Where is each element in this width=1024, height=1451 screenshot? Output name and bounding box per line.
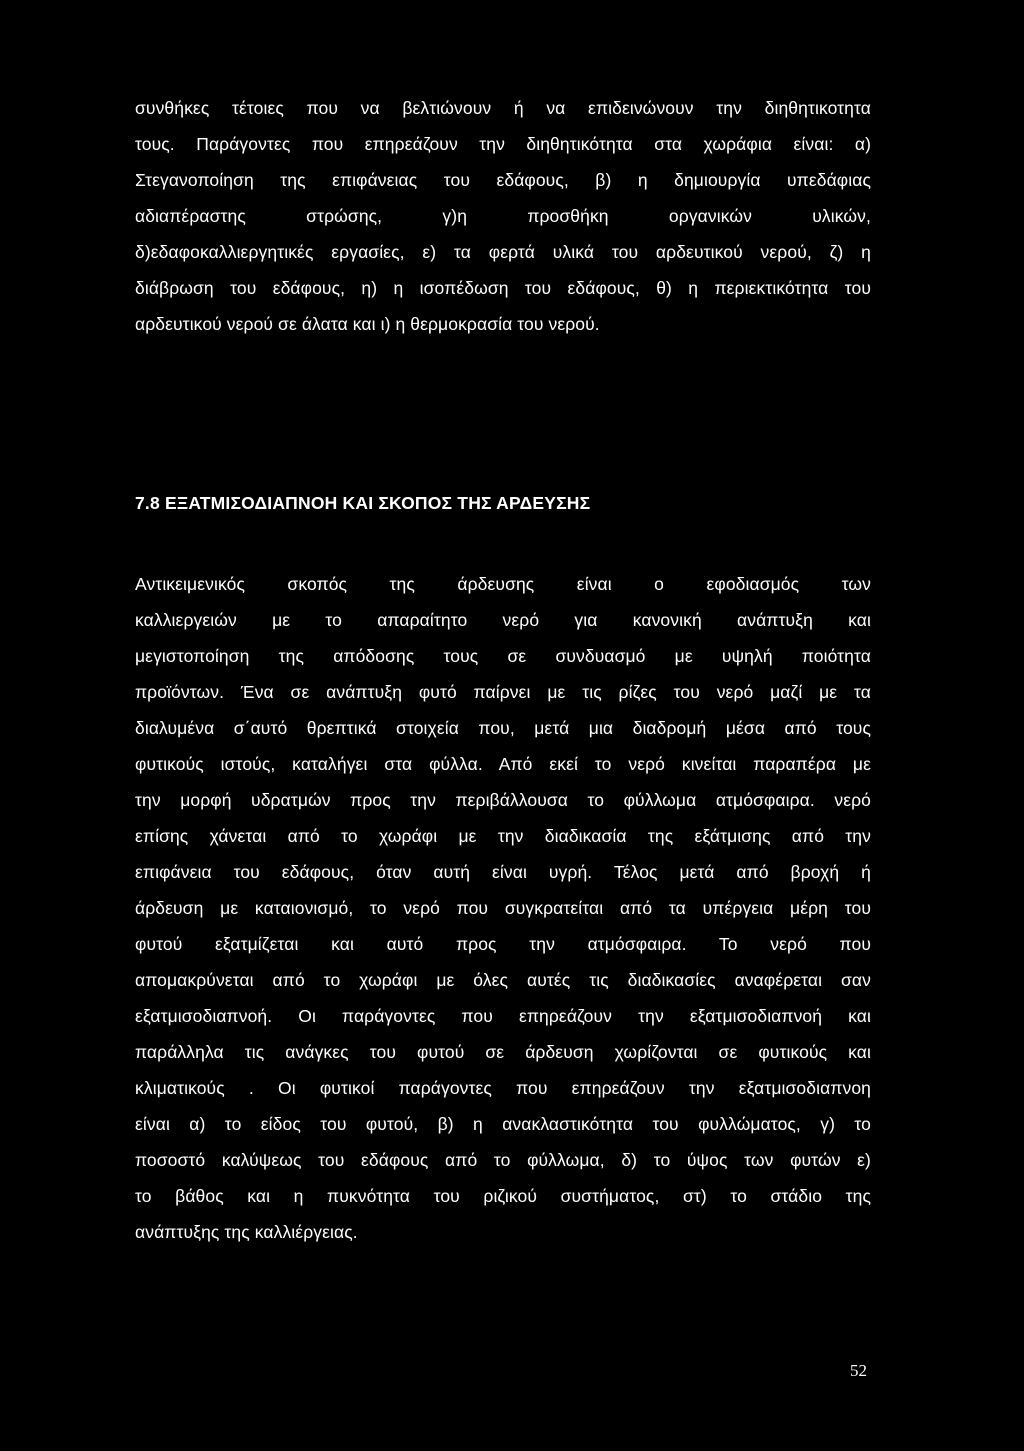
text-line: απομακρύνεται από το χωράφι με όλες αυτές τις διαδικασίες αναφέρεται σαν	[135, 970, 871, 990]
text-line: άρδευση με καταιονισμό, το νερό που συγκρατείται από τα υπέργεια μέρη του	[135, 898, 871, 918]
text-line: παράλληλα τις ανάγκες του φυτού σε άρδευση χωρίζονται σε φυτικούς και	[135, 1042, 871, 1062]
paragraph-infiltration-factors	[135, 90, 871, 342]
text-line: φυτού εξατμίζεται και αυτό προς την ατμόσφαιρα. Το νερό που	[135, 934, 871, 954]
text-line: τους. Παράγοντες που επηρεάζουν την διηθητικότητα στα χωράφια είναι: α)	[135, 134, 871, 154]
text-line: επιφάνεια του εδάφους, όταν αυτή είναι υγρή. Τέλος μετά από βροχή ή	[135, 862, 871, 882]
text-line: μεγιστοποίηση της απόδοσης τους σε συνδυασμό με υψηλή ποιότητα	[135, 646, 871, 666]
text-line: ανάπτυξης της καλλιέργειας.	[135, 1222, 358, 1242]
text-line: καλλιεργειών με το απαραίτητο νερό για κανονική ανάπτυξη και	[135, 610, 871, 630]
text-line: το βάθος και η πυκνότητα του ριζικού συστήματος, στ) το στάδιο της	[135, 1186, 871, 1206]
text-line: Αντικειμενικός σκοπός της άρδευσης είναι ο εφοδιασμός των	[135, 574, 871, 594]
text-line: την μορφή υδρατμών προς την περιβάλλουσα το φύλλωμα ατμόσφαιρα. νερό	[135, 790, 871, 810]
text-line: επίσης χάνεται από το χωράφι με την διαδικασία της εξάτμισης από την	[135, 826, 871, 846]
section-heading: 7.8 ΕΞΑΤΜΙΣΟΔΙΑΠΝΟΗ ΚΑΙ ΣΚΟΠΟΣ ΤΗΣ ΑΡΔΕΥΣΗΣ	[135, 493, 591, 513]
text-line: ποσοστό καλύψεως του εδάφους από το φύλλωμα, δ) το ύψος των φυτών ε)	[135, 1150, 871, 1170]
text-line: διάβρωση του εδάφους, η) η ισοπέδωση του εδάφους, θ) η περιεκτικότητα του	[135, 278, 871, 298]
text-line: συνθήκες τέτοιες που να βελτιώνουν ή να επιδεινώνουν την διηθητικοτητα	[135, 98, 871, 118]
text-line: διαλυμένα σ΄αυτό θρεπτικά στοιχεία που, μετά μια διαδρομή μέσα από τους	[135, 718, 871, 738]
page-number: 52	[850, 1361, 867, 1380]
paragraph-evapotranspiration	[135, 566, 871, 1250]
text-line: Στεγανοποίηση της επιφάνειας του εδάφους, β) η δημιουργία υπεδάφιας	[135, 170, 871, 190]
text-line: εξατμισοδιαπνοή. Οι παράγοντες που επηρεάζουν την εξατμισοδιαπνοή και	[135, 1006, 871, 1026]
text-line: προϊόντων. Ένα σε ανάπτυξη φυτό παίρνει με τις ρίζες του νερό μαζί με τα	[135, 682, 871, 702]
text-line: δ)εδαφοκαλλιεργητικές εργασίες, ε) τα φερτά υλικά του αρδευτικού νερού, ζ) η	[135, 242, 871, 262]
text-line: αρδευτικού νερού σε άλατα και ι) η θερμοκρασία του νερού.	[135, 314, 600, 334]
text-line: κλιματικούς . Οι φυτικοί παράγοντες που επηρεάζουν την εξατμισοδιαπνοη	[135, 1078, 871, 1098]
text-line: φυτικούς ιστούς, καταλήγει στα φύλλα. Από εκεί το νερό κινείται παραπέρα με	[135, 754, 871, 774]
text-line: αδιαπέραστης στρώσης, γ)η προσθήκη οργανικών υλικών,	[135, 206, 871, 226]
text-line: είναι α) το είδος του φυτού, β) η ανακλαστικότητα του φυλλώματος, γ) το	[135, 1114, 871, 1134]
